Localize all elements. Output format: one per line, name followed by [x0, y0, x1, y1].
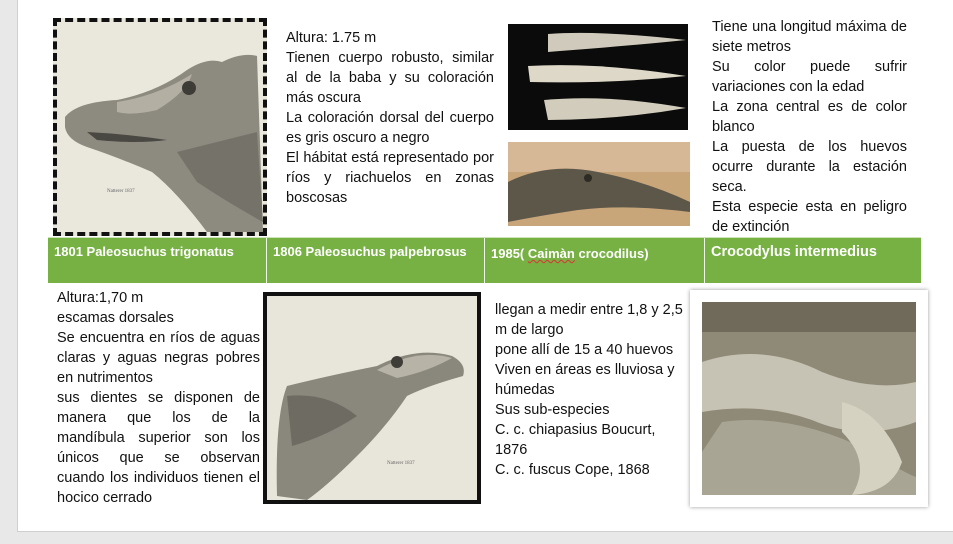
crocodylus-intermedius-description [712, 17, 907, 237]
species-header-band [48, 237, 921, 283]
desc-line: Su color puede sufrir variaciones con la edad [712, 59, 907, 95]
caiman-crocodilus-description [495, 300, 690, 480]
desc-line: Altura: 1.75 m [286, 30, 377, 46]
desc-line: sus dientes se disponen de manera que los de la mandíbula superior son los únicos que se observan cuando los individuos tienen el hocico cerrado [57, 390, 260, 506]
desc-line: Esta especie esta en peligro de extinción [712, 199, 907, 235]
desc-line: Viven en áreas es lluviosa y húmedas [495, 362, 675, 398]
desc-line: C. c. chiapasius Boucurt, 1876 [495, 422, 656, 458]
desc-line: Se encuentra en ríos de aguas claras y aguas negras pobres en nutrimentos [57, 330, 260, 386]
species-name-caiman: Caimàn [527, 246, 575, 261]
desc-line: Altura:1,70 m [57, 290, 144, 306]
desc-line: La puesta de los huevos ocurre durante la estación seca. [712, 139, 907, 195]
species-name-rest: crocodilus) [578, 246, 649, 261]
crocodile-photo [690, 290, 928, 507]
desc-line: La coloración dorsal del cuerpo es gris oscuro a negro [286, 110, 494, 146]
desc-line: Tienen cuerpo robusto, similar al de la baba y su coloración más oscura [286, 50, 494, 106]
desc-line: La zona central es de color blanco [712, 99, 907, 135]
species-cell-trigonatus: 1801 Paleosuchus trigonatus [54, 244, 234, 259]
species-cell-palpebrosus: 1806 Paleosuchus palpebrosus [266, 238, 484, 283]
paleosuchus-trigonatus-description [286, 28, 494, 208]
caiman-head-drawing-2 [263, 292, 481, 504]
species-year: 1985( [491, 246, 525, 261]
drawing-signature-1: Natterer 1837 [107, 189, 135, 194]
desc-line: pone allí de 15 a 40 huevos [495, 342, 674, 358]
desc-line: llegan a medir entre 1,8 y 2,5 m de largo [495, 302, 683, 338]
caiman-photo [508, 142, 690, 226]
drawing-signature-2: Natterer 1837 [387, 461, 415, 466]
desc-line: C. c. fuscus Cope, 1868 [495, 462, 650, 478]
species-cell-intermedius: Crocodylus intermedius [704, 238, 921, 283]
desc-line: Sus sub-especies [495, 402, 610, 418]
species-cell-caiman-crocodilus [484, 238, 704, 283]
caiman-head-drawing-1 [53, 18, 267, 236]
paleosuchus-palpebrosus-description [57, 288, 260, 508]
desc-line: El hábitat está representado por ríos y riachuelos en zonas boscosas [286, 150, 494, 206]
desc-line: Tiene una longitud máxima de siete metros [712, 19, 907, 55]
desc-line: escamas dorsales [57, 310, 174, 326]
crocodile-skull-photo [508, 24, 688, 130]
